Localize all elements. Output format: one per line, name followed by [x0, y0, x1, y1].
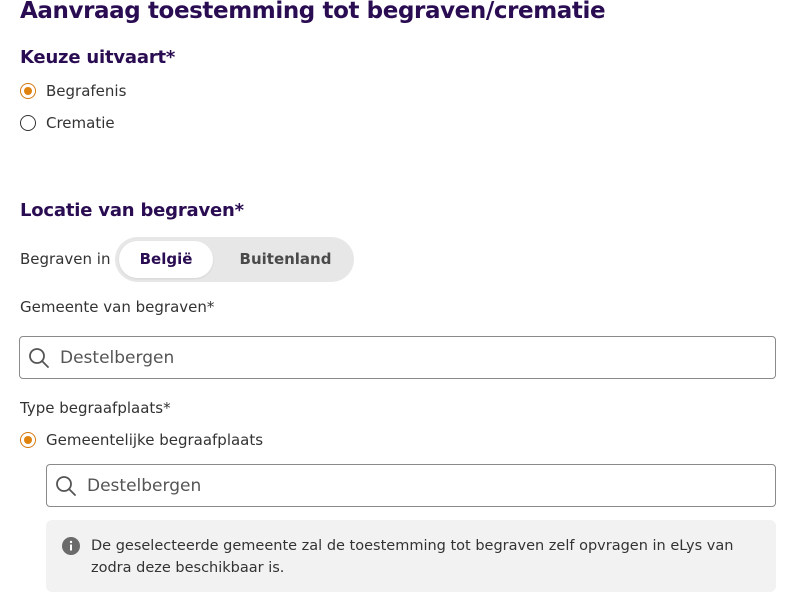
radio-button-begrafenis[interactable]	[20, 83, 36, 99]
radio-label-gemeentelijke: Gemeentelijke begraafplaats	[46, 431, 264, 449]
radio-button-gemeentelijke[interactable]	[20, 432, 36, 448]
page-title: Aanvraag toestemming tot begraven/crematie	[20, 0, 606, 24]
info-icon	[62, 537, 80, 555]
toggle-option-buitenland[interactable]: Buitenland	[239, 250, 332, 268]
radio-label-crematie: Crematie	[46, 114, 115, 132]
begraafplaats-search-input[interactable]	[87, 476, 687, 496]
gemeente-label: Gemeente van begraven*	[20, 298, 215, 316]
radio-gemeentelijke-begraafplaats[interactable]	[20, 431, 263, 449]
toggle-option-belgie[interactable]: België	[119, 241, 213, 278]
begraafplaats-search-field[interactable]	[46, 464, 776, 507]
gemeente-search-input[interactable]	[60, 348, 660, 368]
info-message	[46, 520, 776, 592]
gemeente-search-field[interactable]	[19, 336, 776, 379]
begraven-in-label: Begraven in	[20, 250, 111, 268]
radio-begrafenis[interactable]	[20, 82, 126, 100]
search-icon	[27, 346, 51, 370]
search-icon	[54, 474, 78, 498]
radio-label-begrafenis: Begrafenis	[46, 82, 127, 100]
begraven-in-toggle	[115, 237, 354, 282]
radio-button-crematie[interactable]	[20, 115, 36, 131]
type-begraafplaats-label: Type begraafplaats*	[20, 399, 171, 417]
radio-crematie[interactable]	[20, 114, 115, 132]
keuze-uitvaart-heading: Keuze uitvaart*	[20, 47, 176, 68]
info-message-text: De geselecteerde gemeente zal de toestemming tot begraven zelf opvragen in eLys van zodra deze beschikbaar is.	[91, 538, 734, 576]
locatie-heading: Locatie van begraven*	[20, 200, 244, 221]
